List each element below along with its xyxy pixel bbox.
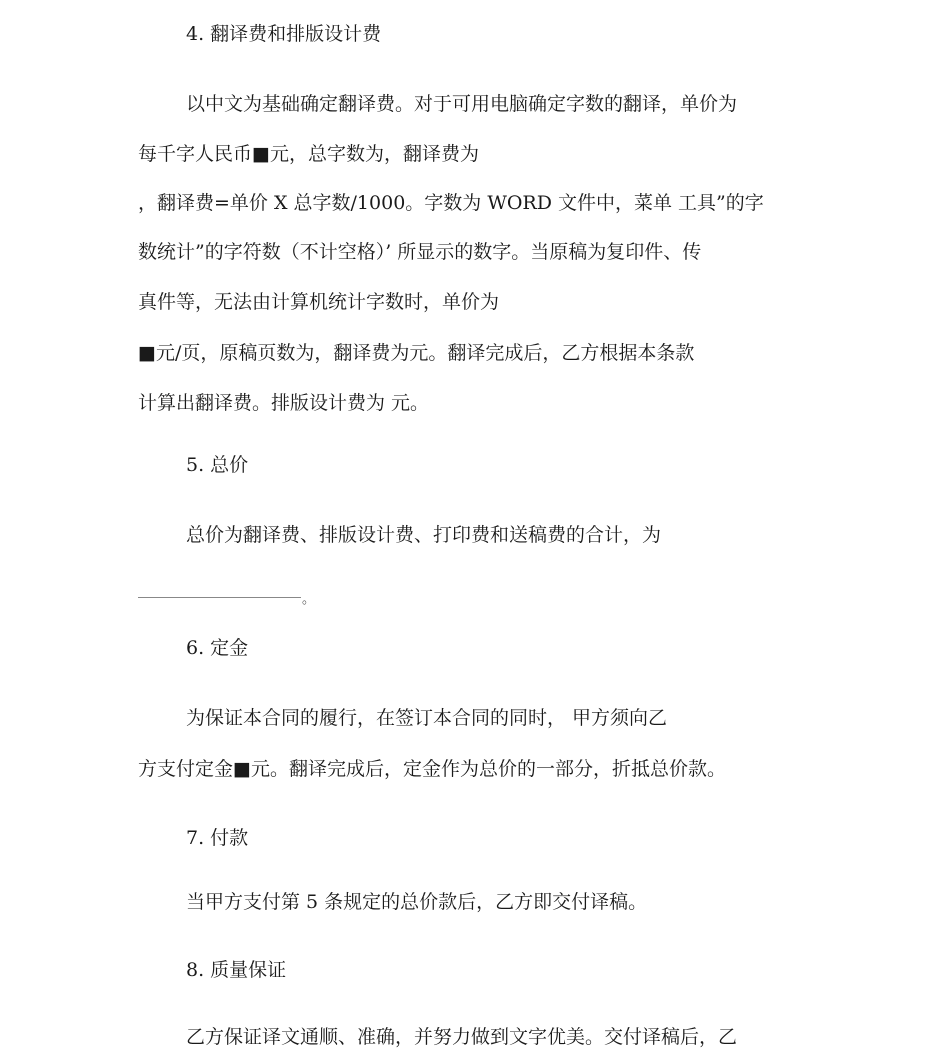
paragraph-line: ，翻译费=单价 X 总字数/1000。字数为 WORD 文件中，菜单 工具”的字 [138,192,764,214]
paragraph-line: 计算出翻译费。排版设计费为 元。 [138,392,430,414]
paragraph-line: 数统计”的字符数（不计空格）’ 所显示的数字。当原稿为复印件、传 [138,241,702,263]
section-heading-7: 7. 付款 [186,827,249,849]
paragraph-line: 总价为翻译费、排版设计费、打印费和送稿费的合计，为 [186,524,662,546]
paragraph-line: 当甲方支付第 5 条规定的总价款后，乙方即交付译稿。 [186,891,648,913]
paragraph-line: 以中文为基础确定翻译费。对于可用电脑确定字数的翻译，单价为 [186,93,738,115]
section-heading-5: 5. 总价 [186,454,249,476]
paragraph-line: 为保证本合同的履行，在签订本合同的同时， 甲方须向乙 [186,707,668,729]
paragraph-line: 真件等，无法由计算机统计字数时，单价为 [138,291,500,313]
paragraph-line: ■元/页，原稿页数为，翻译费为元。翻译完成后，乙方根据本条款 [138,342,695,364]
fill-in-blank-line [138,597,301,598]
section-heading-8: 8. 质量保证 [186,959,287,981]
paragraph-line: 乙方保证译文通顺、准确，并努力做到文字优美。交付译稿后，乙 [186,1026,738,1048]
paragraph-line: 每千字人民币■元，总字数为，翻译费为 [138,143,479,165]
fill-in-blank-period: 。 [302,592,316,607]
section-heading-6: 6. 定金 [186,637,249,659]
paragraph-line: 方支付定金■元。翻译完成后，定金作为总价的一部分，折抵总价款。 [138,758,726,780]
section-heading-4: 4. 翻译费和排版设计费 [186,23,382,45]
